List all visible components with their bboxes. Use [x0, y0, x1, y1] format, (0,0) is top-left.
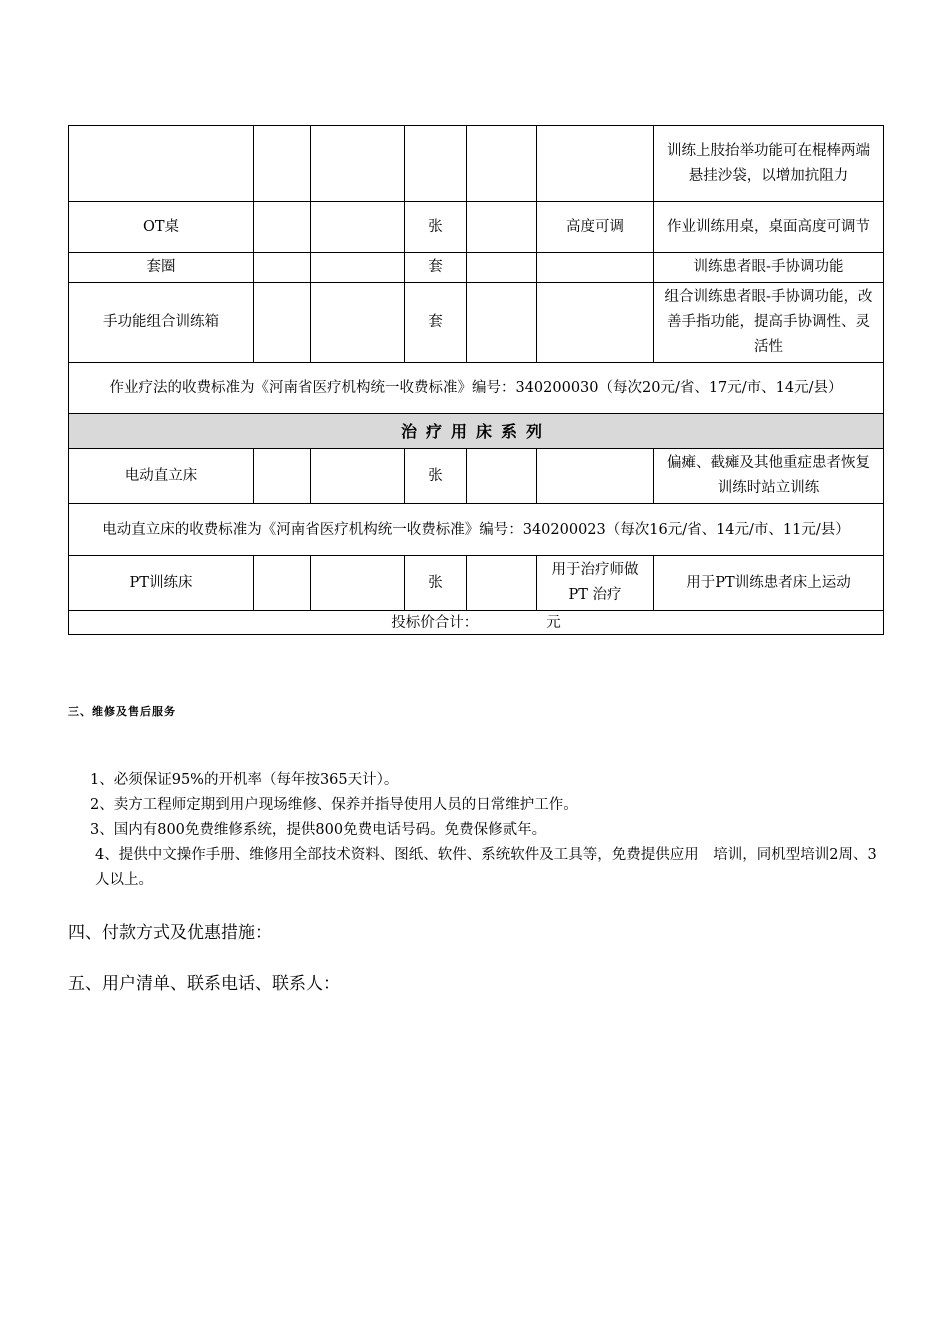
cell: [311, 202, 405, 253]
table-row: [69, 202, 884, 253]
table-row: [69, 449, 884, 504]
service-list: [90, 768, 885, 893]
total-cell: [69, 611, 884, 635]
cell-name: PT训练床: [69, 556, 254, 611]
cell-unit: 张: [405, 449, 467, 504]
section-title: 治疗用床系列: [69, 414, 884, 449]
cell-spec: 高度可调: [537, 202, 654, 253]
total-row: [69, 611, 884, 635]
cell: [254, 449, 311, 504]
cell: [467, 126, 537, 202]
cell: [254, 283, 311, 363]
cell: [254, 556, 311, 611]
cell: [467, 202, 537, 253]
section-5-heading: 五、用户清单、联系电话、联系人：: [68, 974, 340, 994]
cell: [311, 253, 405, 283]
list-item: 2、卖方工程师定期到用户现场维修、保养并指导使用人员的日常维护工作。: [90, 797, 578, 813]
cell: [467, 283, 537, 363]
bed-fee-note: 电动直立床的收费标准为《河南省医疗机构统一收费标准》编号：340200023（每次16元/省、14元/市、11元/县）: [69, 504, 884, 556]
fee-note-row: [69, 504, 884, 556]
cell-desc: 用于PT训练患者床上运动: [654, 556, 884, 611]
cell-desc: 作业训练用桌，桌面高度可调节: [654, 202, 884, 253]
cell-desc: 组合训练患者眼-手协调功能，改善手指功能，提高手协调性、灵活性: [654, 283, 884, 363]
cell-unit: 套: [405, 283, 467, 363]
cell-name: 套圈: [69, 253, 254, 283]
cell-desc: 训练上肢抬举功能可在棍棒两端悬挂沙袋，以增加抗阻力: [654, 126, 884, 202]
cell-name: [69, 126, 254, 202]
cell: [467, 556, 537, 611]
cell-desc: 偏瘫、截瘫及其他重症患者恢复训练时站立训练: [654, 449, 884, 504]
cell-name: OT桌: [69, 202, 254, 253]
list-item: 3、国内有800免费维修系统，提供800免费电话号码。免费保修贰年。: [90, 822, 547, 838]
total-label: 投标价合计：: [391, 614, 479, 631]
ot-fee-note: 作业疗法的收费标准为《河南省医疗机构统一收费标准》编号：340200030（每次20元/省、17元/市、14元/县）: [69, 363, 884, 414]
cell: [311, 556, 405, 611]
cell: [311, 449, 405, 504]
service-section-title: 三、维修及售后服务: [68, 705, 176, 718]
cell-name: 电动直立床: [69, 449, 254, 504]
total-unit: 元: [546, 614, 561, 631]
cell-name: 手功能组合训练箱: [69, 283, 254, 363]
cell: [467, 253, 537, 283]
cell-spec: [537, 449, 654, 504]
list-item: 4、提供中文操作手册、维修用全部技术资料、图纸、软件、系统软件及工具等，免费提供应用 培训，同机型培训2周、3人以上。: [95, 847, 877, 888]
list-item: 1、必须保证95%的开机率（每年按365天计）。: [90, 772, 399, 788]
cell-desc: 训练患者眼-手协调功能: [654, 253, 884, 283]
cell-spec: 用于治疗师做PT 治疗: [537, 556, 654, 611]
cell-unit: [405, 126, 467, 202]
cell: [254, 126, 311, 202]
table-row: [69, 556, 884, 611]
table-row: [69, 253, 884, 283]
table-row: [69, 283, 884, 363]
cell: [467, 449, 537, 504]
cell-unit: 张: [405, 202, 467, 253]
equipment-table: [68, 125, 884, 635]
cell: [254, 202, 311, 253]
cell-spec: [537, 253, 654, 283]
section-4-heading: 四、付款方式及优惠措施：: [68, 923, 272, 943]
section-header-row: [69, 414, 884, 449]
fee-note-row: [69, 363, 884, 414]
cell-unit: 套: [405, 253, 467, 283]
cell: [311, 126, 405, 202]
cell: [311, 283, 405, 363]
cell: [254, 253, 311, 283]
cell-spec: [537, 126, 654, 202]
table-row: [69, 126, 884, 202]
cell-unit: 张: [405, 556, 467, 611]
cell-spec: [537, 283, 654, 363]
